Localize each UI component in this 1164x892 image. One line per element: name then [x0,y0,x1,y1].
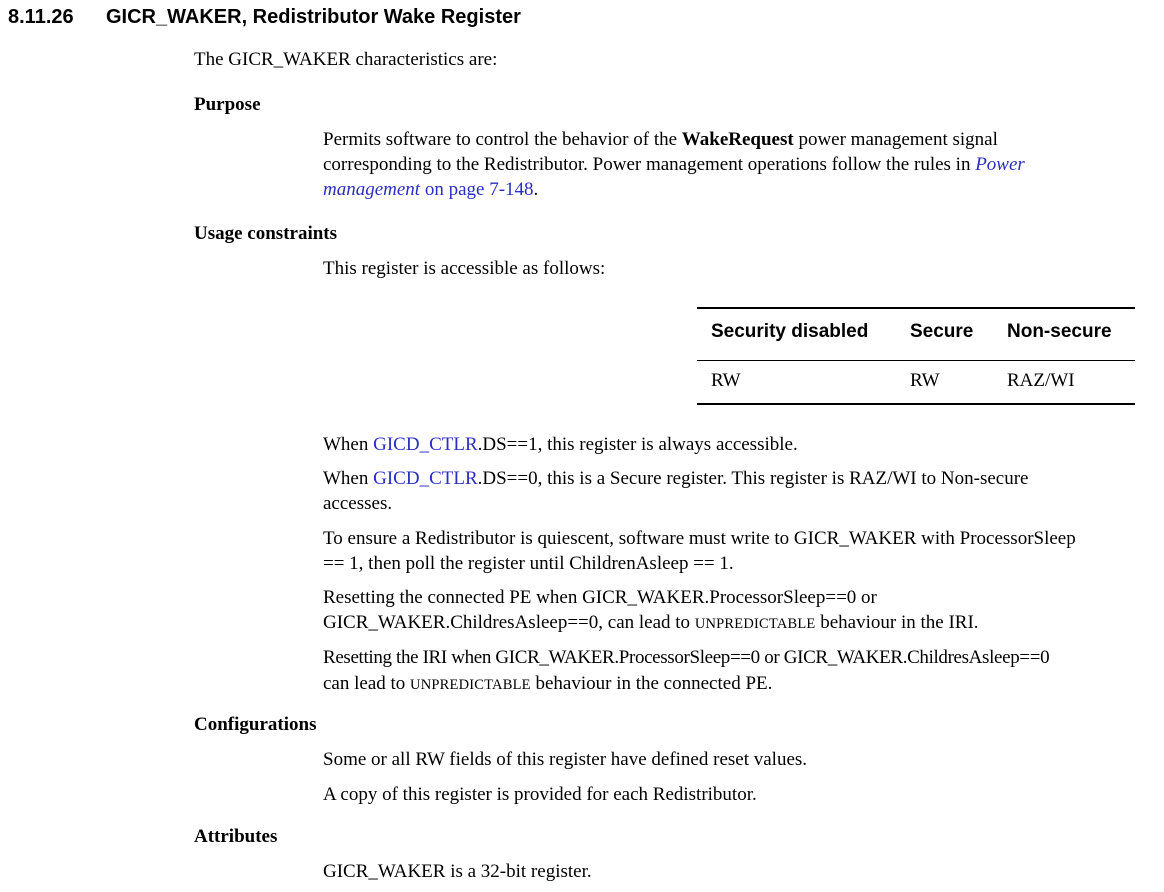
power-management-link-part1[interactable]: Power [975,154,1025,175]
usage-paragraph-4: Resetting the connected PE when GICR_WAKER.ProcessorSleep==0 or [323,587,877,608]
purpose-text-1c: power management signal [793,129,998,150]
usage-paragraph-2-cont: accesses. [323,493,393,514]
usage-paragraph-4-cont [323,610,979,637]
gicd-ctlr-link-1[interactable]: GICD_CTLR [373,434,478,455]
configurations-paragraph-1: Some or all RW fields of this register have defined reset values. [323,749,808,770]
table-header-rule [697,360,1135,361]
table-bottom-rule [697,403,1135,405]
unpredictable-term-2: UNPREDICTABLE [410,677,531,693]
purpose-text-1a: Permits software to control the behavior of the [323,129,682,150]
usage-paragraph-5-cont [323,671,772,698]
purpose-line-1 [323,127,998,152]
usage-text: This register is accessible as follows: [323,258,606,279]
header-non-secure: Non-secure [1007,321,1112,342]
cell-security-disabled: RW [711,370,741,391]
usage-paragraph-3-cont: == 1, then poll the register until ChildrenAsleep == 1. [323,553,734,574]
usage-paragraph-3: To ensure a Redistributor is quiescent, software must write to GICR_WAKER with ProcessorSleep [323,528,1076,549]
p4-text-c: behaviour in the IRI. [815,612,979,633]
table-top-rule [697,307,1135,309]
p2-text-a: When [323,468,374,489]
section-title: GICR_WAKER, Redistributor Wake Register [106,6,521,28]
p4-text-b: GICR_WAKER.ChildresAsleep==0, can lead to [323,612,695,633]
header-secure: Secure [910,321,974,342]
p1-text-b: .DS==1, this register is always accessible. [477,434,798,455]
usage-constraints-heading: Usage constraints [194,223,338,244]
unpredictable-term-1: UNPREDICTABLE [694,616,816,632]
configurations-paragraph-2: A copy of this register is provided for each Redistributor. [323,784,757,805]
power-management-link-part2[interactable]: management [323,179,421,200]
intro-text: The GICR_WAKER characteristics are: [194,49,498,70]
page-reference-link[interactable]: on page 7-148 [420,179,534,200]
gicd-ctlr-link-2[interactable]: GICD_CTLR [373,468,478,489]
configurations-heading: Configurations [194,714,317,735]
usage-paragraph-1 [323,432,798,457]
purpose-heading: Purpose [194,94,261,115]
wakerequest-term: WakeRequest [681,129,794,150]
purpose-line-3 [323,177,538,202]
header-security-disabled: Security disabled [711,321,869,342]
purpose-period: . [533,179,539,200]
usage-paragraph-5: Resetting the IRI when GICR_WAKER.ProcessorSleep==0 or GICR_WAKER.ChildresAsleep==0 [323,647,1050,668]
attributes-heading: Attributes [194,826,278,847]
attributes-paragraph-1: GICR_WAKER is a 32-bit register. [323,861,592,882]
cell-secure: RW [910,370,940,391]
p5-text-b: can lead to [323,673,411,694]
p1-text-a: When [323,434,374,455]
section-number: 8.11.26 [8,6,74,28]
p5-text-c: behaviour in the connected PE. [530,673,773,694]
purpose-text-2a: corresponding to the Redistributor. Power management operations follow the rules in [323,154,976,175]
p2-text-b: .DS==0, this is a Secure register. This register is RAZ/WI to Non-secure [477,468,1029,489]
usage-paragraph-2 [323,466,1029,491]
purpose-line-2 [323,152,1025,177]
cell-non-secure: RAZ/WI [1007,370,1075,391]
